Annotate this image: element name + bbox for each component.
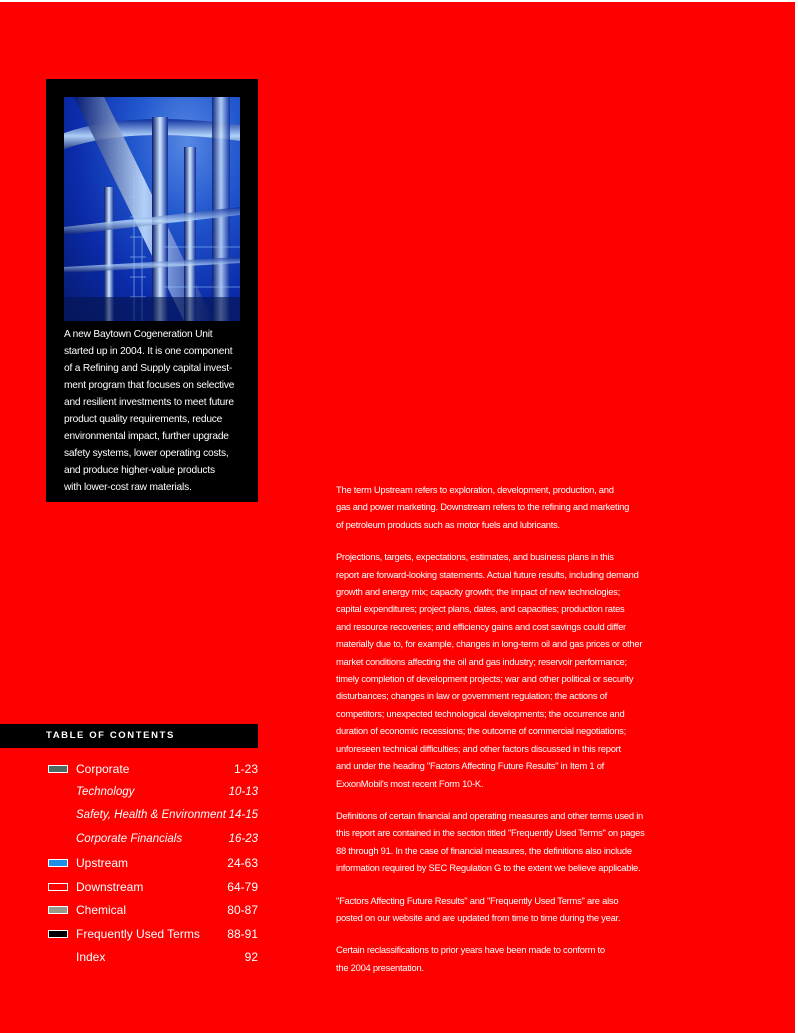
toc-header <box>0 724 258 748</box>
caption-line: ment program that focuses on selective <box>64 380 235 391</box>
toc-item-pages: 10-13 <box>228 785 258 798</box>
body-paragraph <box>336 892 676 927</box>
refinery-illustration-icon <box>64 97 240 321</box>
toc-item[interactable] <box>46 854 258 878</box>
toc-item-pages: 24-63 <box>227 856 258 870</box>
caption-line: of a Refining and Supply capital invest- <box>64 363 233 374</box>
toc-item[interactable] <box>46 807 258 831</box>
body-line: posted on our website and are updated from time to time during the year. <box>336 911 621 923</box>
toc-item[interactable] <box>46 925 258 949</box>
body-line: duration of economic recessions; the outcome of commercial negotiations; <box>336 725 626 737</box>
body-line: ExxonMobil's most recent Form 10-K. <box>336 777 484 789</box>
caption-line: and produce higher-value products <box>64 465 215 476</box>
caption-line: with lower-cost raw materials. <box>64 482 192 493</box>
photo-caption <box>64 326 250 496</box>
section-color-swatch-icon <box>48 859 68 867</box>
body-line: information required by SEC Regulation G to the extent we believe applicable. <box>336 862 641 874</box>
body-line: the 2004 presentation. <box>336 961 424 973</box>
body-paragraph <box>336 481 676 533</box>
caption-line: product quality requirements, reduce <box>64 414 223 425</box>
toc-item[interactable] <box>46 784 258 808</box>
toc-item-label: Safety, Health & Environment <box>76 809 226 821</box>
body-line: materially due to, for example, changes in long-term oil and gas prices or other <box>336 638 643 650</box>
body-text <box>336 481 676 991</box>
toc-item-label: Corporate <box>76 762 130 776</box>
section-color-swatch-icon <box>48 765 68 773</box>
body-line: timely completion of development projects; war and other political or security <box>336 673 634 685</box>
body-line: and under the heading "Factors Affecting Future Results" in Item 1 of <box>336 760 605 772</box>
section-color-swatch-icon <box>48 930 68 938</box>
caption-line: started up in 2004. It is one component <box>64 346 233 357</box>
body-line: "Factors Affecting Future Results" and "Frequently Used Terms" are also <box>336 894 619 906</box>
toc-item[interactable] <box>46 831 258 855</box>
table-of-contents <box>46 760 258 972</box>
body-line: gas and power marketing. Downstream refers to the refining and marketing <box>336 501 630 513</box>
top-edge <box>0 0 798 2</box>
toc-item-pages: 88-91 <box>227 926 258 941</box>
caption-line: safety systems, lower operating costs, <box>64 448 229 459</box>
toc-item[interactable] <box>46 878 258 902</box>
body-paragraph <box>336 941 676 976</box>
caption-line: environmental impact, further upgrade <box>64 431 229 442</box>
toc-item-pages: 16-23 <box>228 832 258 845</box>
toc-item-pages: 1-23 <box>233 762 258 776</box>
refinery-photo <box>64 97 240 321</box>
body-line: Certain reclassifications to prior years have been made to conform to <box>336 944 605 956</box>
toc-item-label: Upstream <box>76 856 129 870</box>
body-line: Projections, targets, expectations, estimates, and business plans in this <box>336 551 614 563</box>
toc-title: TABLE OF CONTENTS <box>46 730 175 741</box>
caption-line: A new Baytown Cogeneration Unit <box>64 329 213 340</box>
toc-item-label: Corporate Financials <box>76 832 183 845</box>
body-line: Definitions of certain financial and operating measures and other terms used in <box>336 809 643 821</box>
body-line: disturbances; changes in law or government regulation; the actions of <box>336 690 607 702</box>
body-line: capital expenditures; project plans, dates, and capacities; production rates <box>336 603 625 615</box>
body-line: this report are contained in the section titled "Frequently Used Terms" on pages <box>336 827 645 839</box>
toc-item-label: Index <box>76 950 106 964</box>
body-line: unforeseen technical difficulties; and other factors discussed in this report <box>336 742 621 754</box>
toc-item-label: Technology <box>76 785 135 798</box>
body-line: of petroleum products such as motor fuels and lubricants. <box>336 518 560 530</box>
body-line: competitors; unexpected technological developments; the occurrence and <box>336 707 625 719</box>
body-line: report are forward-looking statements. Actual future results, including demand <box>336 568 639 580</box>
toc-item-pages: 92 <box>244 950 258 964</box>
photo-panel <box>46 79 258 502</box>
caption-line: and resilient investments to meet future <box>64 397 234 408</box>
body-line: and resource recoveries; and efficiency gains and cost savings could differ <box>336 620 626 632</box>
toc-item-pages: 64-79 <box>227 879 258 894</box>
toc-item-pages: 14-15 <box>228 809 258 821</box>
body-line: The term Upstream refers to exploration, development, production, and <box>336 484 614 495</box>
body-line: growth and energy mix; capacity growth; the impact of new technologies; <box>336 586 620 598</box>
section-color-swatch-icon <box>48 906 68 914</box>
toc-item-pages: 80-87 <box>227 903 258 917</box>
toc-item[interactable] <box>46 948 258 972</box>
body-paragraph <box>336 807 676 877</box>
body-line: market conditions affecting the oil and gas industry; reservoir performance; <box>336 655 627 667</box>
toc-item-label: Downstream <box>76 879 144 894</box>
body-line: 88 through 91. In the case of financial measures, the definitions also include <box>336 844 632 856</box>
body-paragraph <box>336 548 676 792</box>
section-color-swatch-icon <box>48 883 68 891</box>
toc-item-label: Frequently Used Terms <box>76 926 200 941</box>
toc-item-label: Chemical <box>76 903 127 917</box>
toc-item[interactable] <box>46 760 258 784</box>
toc-item[interactable] <box>46 901 258 925</box>
